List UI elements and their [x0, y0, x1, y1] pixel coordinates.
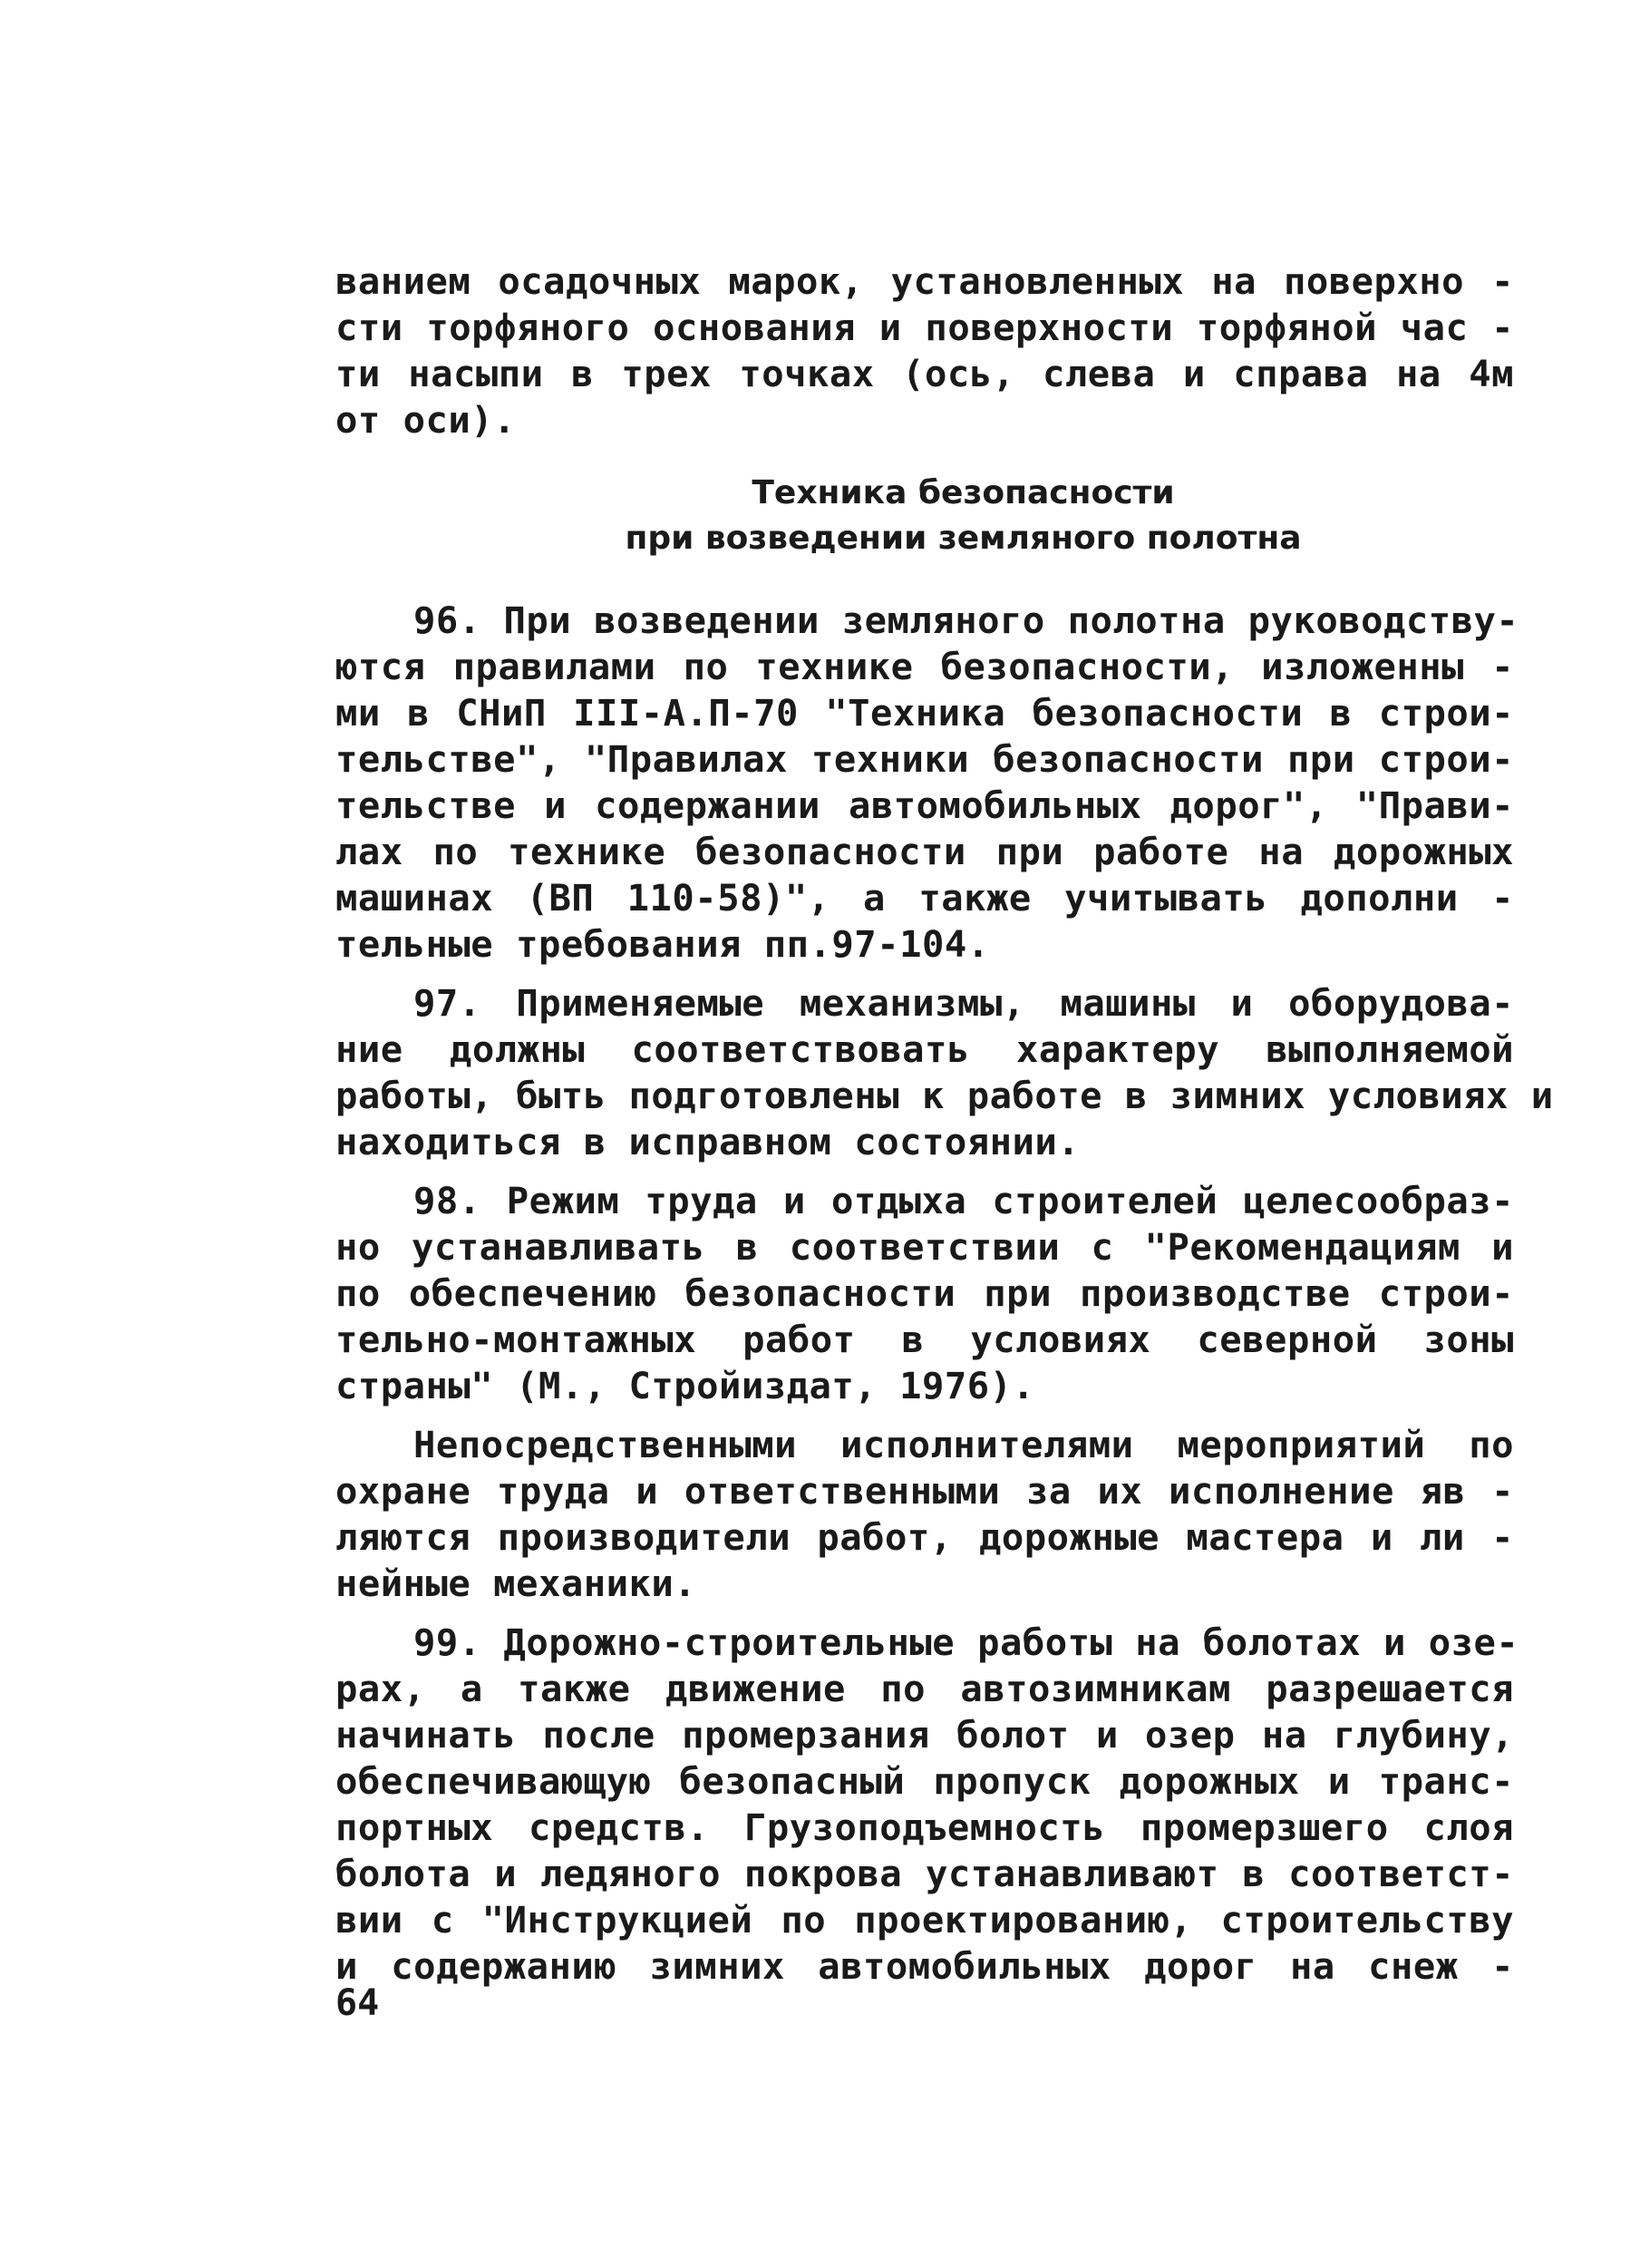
- text-line: 97. Применяемые механизмы, машины и оборудова-: [413, 981, 1514, 1025]
- paragraph-executors: [335, 1422, 1514, 1607]
- text-line: от оси).: [335, 398, 517, 442]
- text-line: ти насыпи в трех точках (ось, слева и справа на 4м: [335, 352, 1514, 395]
- text-line: ми в СНиП III-А.П-70 "Техника безопасности в строи-: [335, 691, 1514, 735]
- text-line: нейные механики.: [335, 1562, 697, 1605]
- text-line: охране труда и ответственными за их исполнение яв -: [335, 1469, 1514, 1513]
- text-line: по обеспечению безопасности при производстве строи-: [335, 1271, 1514, 1315]
- text-line: начинать после промерзания болот и озер на глубину,: [335, 1713, 1514, 1757]
- document-page: [335, 258, 1554, 1990]
- paragraph-96: [335, 598, 1519, 968]
- text-line: лах по технике безопасности при работе на дорожных: [335, 830, 1514, 873]
- text-line: Непосредственными исполнителями мероприятий по: [413, 1423, 1514, 1466]
- paragraph-99: [335, 1620, 1519, 1990]
- text-line: тельно-монтажных работ в условиях северной зоны: [335, 1318, 1514, 1361]
- section-title: Техника безопасности: [752, 474, 1175, 511]
- text-line: ванием осадочных марок, установленных на поверхно -: [335, 259, 1514, 303]
- text-line: 98. Режим труда и отдыха строителей целесообраз-: [413, 1179, 1514, 1222]
- text-line: рах, а также движение по автозимникам разрешается: [335, 1667, 1514, 1710]
- section-heading: [335, 471, 1514, 561]
- intro-paragraph: [335, 258, 1514, 443]
- page-number: 64: [335, 1982, 380, 2024]
- text-line: 96. При возведении земляного полотна руководству-: [413, 599, 1519, 642]
- text-line: ляются производители работ, дорожные мастера и ли -: [335, 1515, 1514, 1559]
- section-subtitle: при возведении земляного полотна: [625, 520, 1302, 557]
- text-line: но устанавливать в соответствии с "Рекомендациям и: [335, 1225, 1514, 1269]
- text-line: сти торфяного основания и поверхности торфяной час -: [335, 306, 1514, 349]
- paragraph-98: [335, 1178, 1514, 1409]
- text-line: вии с "Инструкцией по проектированию, строительству: [335, 1898, 1514, 1942]
- text-line: ются правилами по технике безопасности, изложенны -: [335, 645, 1514, 688]
- text-line: машинах (ВП 110-58)", а также учитывать дополни -: [335, 876, 1514, 920]
- text-line: и содержанию зимних автомобильных дорог на снеж -: [335, 1944, 1514, 1988]
- text-line: тельстве", "Правилах техники безопасности при строи-: [335, 737, 1514, 781]
- text-line: находиться в исправном состоянии.: [335, 1120, 1081, 1163]
- text-line: страны" (М., Стройиздат, 1976).: [335, 1364, 1035, 1407]
- text-line: работы, быть подготовлены к работе в зимних условиях и: [335, 1074, 1554, 1117]
- text-line: обеспечивающую безопасный пропуск дорожных и транс-: [335, 1759, 1514, 1803]
- text-line: 99. Дорожно-строительные работы на болотах и озе-: [413, 1621, 1519, 1664]
- text-line: тельные требования пп.97-104.: [335, 922, 990, 966]
- text-line: портных средств. Грузоподъемность промерзшего слоя: [335, 1806, 1514, 1849]
- text-line: болота и ледяного покрова устанавливают в соответст-: [335, 1852, 1514, 1895]
- text-line: тельстве и содержании автомобильных дорог", "Прави-: [335, 784, 1514, 827]
- paragraph-97: [335, 980, 1554, 1165]
- text-line: ние должны соответствовать характеру выполняемой: [335, 1027, 1514, 1071]
